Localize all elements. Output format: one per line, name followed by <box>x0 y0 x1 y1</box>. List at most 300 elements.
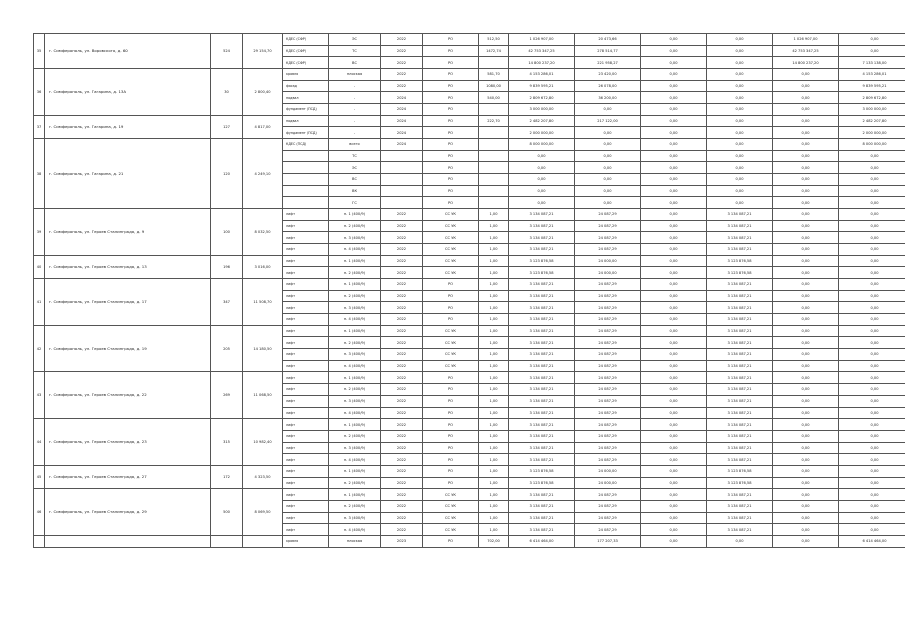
row-number-cell <box>34 535 45 547</box>
fund-a-cell: 0,00 <box>641 454 707 466</box>
fund-c-cell: 0,00 <box>773 384 839 396</box>
volume-cell <box>479 104 509 116</box>
method-cell: РО <box>423 535 479 547</box>
area-cell: 14 180,50 <box>243 325 283 372</box>
element-cell: п. 2 (400/9) <box>329 477 381 489</box>
volume-cell: 1,00 <box>479 337 509 349</box>
fund-a-cell: 0,00 <box>641 69 707 81</box>
work-type-cell: КДЕС (ПСД) <box>283 139 329 151</box>
table-row <box>34 139 905 151</box>
fund-c-cell: 0,00 <box>773 244 839 256</box>
work-type-cell: лифт <box>283 524 329 536</box>
fund-a-cell: 0,00 <box>641 115 707 127</box>
element-cell: п. 1 (400/9) <box>329 419 381 431</box>
year-cell: 2022 <box>381 255 423 267</box>
fund-a-cell: 0,00 <box>641 500 707 512</box>
unit-cost-cell: 24 087,29 <box>575 220 641 232</box>
table-body <box>34 34 905 548</box>
method-cell: СС УК <box>423 360 479 372</box>
fund-d-cell: 0,00 <box>839 477 905 489</box>
cost-cell: 3 134 087,21 <box>509 279 575 291</box>
fund-c-cell: 0,00 <box>773 419 839 431</box>
fund-d-cell: 4 153 286,01 <box>839 69 905 81</box>
method-cell: СС УК <box>423 255 479 267</box>
work-type-cell: лифт <box>283 337 329 349</box>
fund-b-cell: 0,00 <box>707 92 773 104</box>
fund-c-cell: 0,00 <box>773 80 839 92</box>
year-cell: 2022 <box>381 290 423 302</box>
fund-d-cell: 0,00 <box>839 512 905 524</box>
fund-b-cell: 3 134 087,21 <box>707 325 773 337</box>
volume-cell: 702,00 <box>479 535 509 547</box>
method-cell: РО <box>423 57 479 69</box>
cost-cell: 8 000 000,00 <box>509 139 575 151</box>
fund-c-cell: 0,00 <box>773 115 839 127</box>
area-cell: 3 016,00 <box>243 255 283 278</box>
method-cell: СС УК <box>423 220 479 232</box>
fund-a-cell: 0,00 <box>641 314 707 326</box>
work-type-cell: лифт <box>283 232 329 244</box>
cost-cell: 3 123 876,58 <box>509 255 575 267</box>
fund-c-cell: 0,00 <box>773 407 839 419</box>
work-type-cell: лифт <box>283 244 329 256</box>
method-cell: СС УК <box>423 500 479 512</box>
work-type-cell: лифт <box>283 477 329 489</box>
cost-cell: 3 134 087,21 <box>509 232 575 244</box>
fund-d-cell: 2 809 672,80 <box>839 92 905 104</box>
address-cell: г. Симферополь, ул. Гагарина, д. 19 <box>45 115 211 138</box>
cost-cell: 42 753 347,25 <box>509 45 575 57</box>
fund-b-cell: 3 134 087,21 <box>707 512 773 524</box>
method-cell: РО <box>423 80 479 92</box>
fund-a-cell: 0,00 <box>641 337 707 349</box>
year-cell: 2022 <box>381 442 423 454</box>
apartments-cell: 269 <box>211 372 243 419</box>
fund-a-cell: 0,00 <box>641 127 707 139</box>
row-number-cell: 44 <box>34 419 45 466</box>
year-cell: 2022 <box>381 454 423 466</box>
element-cell: п. 2 (400/9) <box>329 290 381 302</box>
unit-cost-cell: 24 087,29 <box>575 290 641 302</box>
area-cell: 11 508,70 <box>243 279 283 326</box>
element-cell: п. 1 (400/9) <box>329 372 381 384</box>
fund-a-cell: 0,00 <box>641 150 707 162</box>
method-cell: РО <box>423 45 479 57</box>
element-cell: плоская <box>329 535 381 547</box>
method-cell: РО <box>423 454 479 466</box>
volume-cell: 1,00 <box>479 325 509 337</box>
work-type-cell: КДЕС (СФР) <box>283 45 329 57</box>
year-cell <box>381 174 423 186</box>
cost-cell: 3 123 876,58 <box>509 477 575 489</box>
fund-d-cell: 8 000 000,00 <box>839 139 905 151</box>
work-type-cell: лифт <box>283 407 329 419</box>
year-cell: 2024 <box>381 139 423 151</box>
work-type-cell: КДЕС (СФР) <box>283 57 329 69</box>
work-type-cell: лифт <box>283 454 329 466</box>
fund-d-cell: 0,00 <box>839 255 905 267</box>
fund-a-cell: 0,00 <box>641 220 707 232</box>
fund-a-cell: 0,00 <box>641 174 707 186</box>
volume-cell <box>479 185 509 197</box>
element-cell: ВК <box>329 185 381 197</box>
fund-d-cell: 0,00 <box>839 349 905 361</box>
fund-b-cell: 3 134 087,21 <box>707 384 773 396</box>
cost-cell: 3 134 087,21 <box>509 395 575 407</box>
cost-cell: 3 134 087,21 <box>509 220 575 232</box>
volume-cell <box>479 150 509 162</box>
element-cell: п. 3 (400/9) <box>329 232 381 244</box>
fund-a-cell: 0,00 <box>641 395 707 407</box>
fund-d-cell: 0,00 <box>839 337 905 349</box>
volume-cell: 1080,00 <box>479 80 509 92</box>
table-row <box>34 255 905 267</box>
fund-c-cell: 0,00 <box>773 349 839 361</box>
apartments-cell: 120 <box>211 139 243 209</box>
fund-d-cell: 0,00 <box>839 279 905 291</box>
cost-cell: 2 482 207,80 <box>509 115 575 127</box>
fund-b-cell: 0,00 <box>707 34 773 46</box>
address-cell: г. Симферополь, ул. Героев Сталинграда, д. 19 <box>45 325 211 372</box>
element-cell: п. 4 (400/9) <box>329 407 381 419</box>
cost-cell: 3 134 087,21 <box>509 372 575 384</box>
address-cell: г. Симферополь, ул. Героев Сталинграда, д. 29 <box>45 489 211 536</box>
table-row <box>34 419 905 431</box>
unit-cost-cell: 24 087,29 <box>575 489 641 501</box>
fund-b-cell: 0,00 <box>707 80 773 92</box>
row-number-cell: 37 <box>34 115 45 138</box>
year-cell <box>381 162 423 174</box>
method-cell: РО <box>423 197 479 209</box>
fund-b-cell: 3 134 087,21 <box>707 360 773 372</box>
fund-c-cell: 0,00 <box>773 185 839 197</box>
table-row <box>34 34 905 46</box>
method-cell: РО <box>423 465 479 477</box>
year-cell <box>381 197 423 209</box>
fund-d-cell: 0,00 <box>839 360 905 372</box>
work-type-cell: лифт <box>283 512 329 524</box>
element-cell: - <box>329 127 381 139</box>
address-cell: г. Симферополь, ул. Героев Сталинграда, д. 9 <box>45 209 211 256</box>
fund-c-cell: 0,00 <box>773 139 839 151</box>
fund-b-cell: 3 123 876,58 <box>707 465 773 477</box>
volume-cell: 1,00 <box>479 465 509 477</box>
volume-cell: 581,70 <box>479 69 509 81</box>
area-cell: 11 068,50 <box>243 372 283 419</box>
volume-cell: 1,00 <box>479 302 509 314</box>
element-cell: п. 2 (400/9) <box>329 500 381 512</box>
year-cell: 2022 <box>381 314 423 326</box>
area-cell: 8 069,50 <box>243 489 283 536</box>
unit-cost-cell: 177 207,33 <box>575 535 641 547</box>
area-cell: 2 800,40 <box>243 69 283 116</box>
element-cell: п. 3 (400/9) <box>329 395 381 407</box>
unit-cost-cell: 24 087,29 <box>575 279 641 291</box>
year-cell <box>381 185 423 197</box>
method-cell: РО <box>423 372 479 384</box>
element-cell: ЭС <box>329 162 381 174</box>
fund-c-cell: 0,00 <box>773 477 839 489</box>
work-type-cell: лифт <box>283 349 329 361</box>
cost-cell: 3 134 087,21 <box>509 302 575 314</box>
apartments-cell: 315 <box>211 419 243 466</box>
row-number-cell: 36 <box>34 69 45 116</box>
fund-d-cell: 0,00 <box>839 45 905 57</box>
method-cell: СС УК <box>423 489 479 501</box>
fund-c-cell: 0,00 <box>773 465 839 477</box>
unit-cost-cell: 24 087,29 <box>575 209 641 221</box>
volume-cell <box>479 127 509 139</box>
method-cell: СС УК <box>423 325 479 337</box>
fund-a-cell: 0,00 <box>641 477 707 489</box>
unit-cost-cell: 278 514,77 <box>575 45 641 57</box>
unit-cost-cell: 26 078,00 <box>575 80 641 92</box>
fund-c-cell: 0,00 <box>773 197 839 209</box>
method-cell: РО <box>423 139 479 151</box>
element-cell: п. 3 (400/9) <box>329 512 381 524</box>
element-cell: п. 1 (400/9) <box>329 209 381 221</box>
volume-cell: 1,00 <box>479 290 509 302</box>
table-row <box>34 465 905 477</box>
work-type-cell <box>283 197 329 209</box>
year-cell: 2022 <box>381 395 423 407</box>
fund-a-cell: 0,00 <box>641 489 707 501</box>
element-cell: плоская <box>329 69 381 81</box>
method-cell: СС УК <box>423 337 479 349</box>
apartments-cell: 347 <box>211 279 243 326</box>
method-cell: РО <box>423 185 479 197</box>
fund-d-cell: 0,00 <box>839 314 905 326</box>
year-cell: 2022 <box>381 524 423 536</box>
row-number-cell: 35 <box>34 34 45 69</box>
volume-cell: 1,00 <box>479 232 509 244</box>
fund-d-cell: 0,00 <box>839 454 905 466</box>
fund-c-cell: 0,00 <box>773 454 839 466</box>
fund-d-cell: 0,00 <box>839 442 905 454</box>
fund-b-cell: 3 134 087,21 <box>707 500 773 512</box>
fund-a-cell: 0,00 <box>641 92 707 104</box>
cost-cell: 3 123 876,58 <box>509 465 575 477</box>
volume-cell: 1472,74 <box>479 45 509 57</box>
year-cell: 2022 <box>381 220 423 232</box>
fund-b-cell: 0,00 <box>707 185 773 197</box>
fund-b-cell: 3 134 087,21 <box>707 314 773 326</box>
apartments-cell: 30 <box>211 69 243 116</box>
address-cell <box>45 535 211 547</box>
work-type-cell: лифт <box>283 290 329 302</box>
element-cell: п. 4 (400/9) <box>329 524 381 536</box>
fund-b-cell: 3 134 087,21 <box>707 442 773 454</box>
fund-b-cell: 3 134 087,21 <box>707 244 773 256</box>
work-type-cell <box>283 162 329 174</box>
unit-cost-cell: 24 087,29 <box>575 384 641 396</box>
fund-c-cell: 0,00 <box>773 395 839 407</box>
work-type-cell <box>283 150 329 162</box>
method-cell: РО <box>423 419 479 431</box>
method-cell: РО <box>423 150 479 162</box>
table-row <box>34 535 905 547</box>
year-cell: 2022 <box>381 267 423 279</box>
method-cell: РО <box>423 384 479 396</box>
work-type-cell: подвал <box>283 115 329 127</box>
cost-cell: 3 134 087,21 <box>509 384 575 396</box>
fund-a-cell: 0,00 <box>641 384 707 396</box>
cost-cell: 3 134 087,21 <box>509 290 575 302</box>
fund-d-cell: 0,00 <box>839 489 905 501</box>
fund-c-cell: 0,00 <box>773 302 839 314</box>
fund-b-cell: 3 134 087,21 <box>707 454 773 466</box>
fund-d-cell: 0,00 <box>839 197 905 209</box>
apartments-cell: 524 <box>211 34 243 69</box>
fund-b-cell: 3 134 087,21 <box>707 220 773 232</box>
fund-d-cell: 0,00 <box>839 524 905 536</box>
fund-a-cell: 0,00 <box>641 267 707 279</box>
fund-c-cell: 14 800 237,20 <box>773 57 839 69</box>
table-row <box>34 279 905 291</box>
row-number-cell: 40 <box>34 255 45 278</box>
fund-b-cell: 3 134 087,21 <box>707 395 773 407</box>
unit-cost-cell: 24 087,29 <box>575 524 641 536</box>
fund-c-cell: 0,00 <box>773 524 839 536</box>
unit-cost-cell: 0,00 <box>575 139 641 151</box>
unit-cost-cell: 0,00 <box>575 197 641 209</box>
fund-c-cell: 0,00 <box>773 279 839 291</box>
unit-cost-cell: 24 000,00 <box>575 477 641 489</box>
element-cell: - <box>329 92 381 104</box>
element-cell: ГС <box>329 197 381 209</box>
fund-a-cell: 0,00 <box>641 197 707 209</box>
unit-cost-cell: 217 122,00 <box>575 115 641 127</box>
unit-cost-cell: 24 087,29 <box>575 244 641 256</box>
fund-a-cell: 0,00 <box>641 465 707 477</box>
fund-b-cell: 3 134 087,21 <box>707 232 773 244</box>
fund-a-cell: 0,00 <box>641 442 707 454</box>
fund-c-cell: 0,00 <box>773 127 839 139</box>
method-cell: РО <box>423 127 479 139</box>
volume-cell: 1,00 <box>479 489 509 501</box>
cost-cell: 3 134 087,21 <box>509 337 575 349</box>
fund-d-cell: 0,00 <box>839 290 905 302</box>
year-cell: 2024 <box>381 115 423 127</box>
unit-cost-cell: 24 087,29 <box>575 500 641 512</box>
method-cell: РО <box>423 430 479 442</box>
fund-d-cell: 0,00 <box>839 174 905 186</box>
method-cell: РО <box>423 477 479 489</box>
fund-d-cell: 0,00 <box>839 302 905 314</box>
element-cell: п. 1 (400/9) <box>329 255 381 267</box>
row-number-cell: 43 <box>34 372 45 419</box>
row-number-cell: 45 <box>34 465 45 488</box>
method-cell: РО <box>423 290 479 302</box>
fund-b-cell: 0,00 <box>707 150 773 162</box>
apartments-cell <box>211 535 243 547</box>
fund-b-cell: 3 123 876,58 <box>707 477 773 489</box>
volume-cell: 222,70 <box>479 115 509 127</box>
cost-cell: 6 414 464,00 <box>509 535 575 547</box>
cost-cell: 2 000 000,00 <box>509 127 575 139</box>
fund-d-cell: 0,00 <box>839 419 905 431</box>
fund-b-cell: 3 134 087,21 <box>707 349 773 361</box>
address-cell: г. Симферополь, ул. Героев Сталинграда, д. 22 <box>45 372 211 419</box>
unit-cost-cell: 24 087,29 <box>575 372 641 384</box>
work-type-cell: лифт <box>283 489 329 501</box>
method-cell: РО <box>423 442 479 454</box>
fund-d-cell: 0,00 <box>839 407 905 419</box>
unit-cost-cell: 221 958,27 <box>575 57 641 69</box>
unit-cost-cell: 20 473,66 <box>575 34 641 46</box>
method-cell: РО <box>423 174 479 186</box>
fund-d-cell: 3 000 000,00 <box>839 104 905 116</box>
year-cell: 2022 <box>381 407 423 419</box>
year-cell: 2022 <box>381 419 423 431</box>
cost-cell: 0,00 <box>509 162 575 174</box>
document-page <box>33 33 905 548</box>
element-cell: п. 4 (400/9) <box>329 454 381 466</box>
fund-d-cell: 0,00 <box>839 325 905 337</box>
work-type-cell: кровля <box>283 535 329 547</box>
cost-cell: 3 134 087,21 <box>509 314 575 326</box>
unit-cost-cell: 36 200,00 <box>575 92 641 104</box>
volume-cell <box>479 139 509 151</box>
cost-cell: 0,00 <box>509 174 575 186</box>
table-row <box>34 69 905 81</box>
apartments-cell: 172 <box>211 465 243 488</box>
year-cell: 2024 <box>381 104 423 116</box>
year-cell: 2022 <box>381 57 423 69</box>
area-cell: 10 982,40 <box>243 419 283 466</box>
volume-cell: 1,00 <box>479 442 509 454</box>
fund-b-cell: 3 134 087,21 <box>707 489 773 501</box>
fund-b-cell: 3 134 087,21 <box>707 290 773 302</box>
method-cell: СС УК <box>423 244 479 256</box>
cost-cell: 3 134 087,21 <box>509 454 575 466</box>
fund-c-cell: 0,00 <box>773 92 839 104</box>
row-number-cell: 46 <box>34 489 45 536</box>
cost-cell: 3 134 087,21 <box>509 500 575 512</box>
volume-cell: 1,00 <box>479 279 509 291</box>
table-row <box>34 115 905 127</box>
year-cell: 2022 <box>381 372 423 384</box>
fund-b-cell: 3 123 876,58 <box>707 267 773 279</box>
work-type-cell: фундамент (ПСД) <box>283 104 329 116</box>
unit-cost-cell: 24 087,29 <box>575 442 641 454</box>
fund-c-cell: 0,00 <box>773 104 839 116</box>
apartments-cell: 205 <box>211 325 243 372</box>
year-cell: 2022 <box>381 512 423 524</box>
method-cell: СС УК <box>423 512 479 524</box>
work-type-cell: лифт <box>283 220 329 232</box>
area-cell <box>243 535 283 547</box>
element-cell: п. 2 (400/9) <box>329 220 381 232</box>
volume-cell: 1,00 <box>479 395 509 407</box>
fund-c-cell: 0,00 <box>773 430 839 442</box>
year-cell: 2022 <box>381 34 423 46</box>
fund-c-cell: 0,00 <box>773 232 839 244</box>
unit-cost-cell: 24 087,29 <box>575 337 641 349</box>
fund-c-cell: 0,00 <box>773 267 839 279</box>
fund-b-cell: 3 134 087,21 <box>707 372 773 384</box>
work-type-cell: лифт <box>283 442 329 454</box>
address-cell: г. Симферополь, ул. Гагарина, д. 13А <box>45 69 211 116</box>
fund-b-cell: 3 134 087,21 <box>707 209 773 221</box>
fund-a-cell: 0,00 <box>641 185 707 197</box>
fund-b-cell: 0,00 <box>707 535 773 547</box>
address-cell: г. Симферополь, ул. Героев Сталинграда, д. 13 <box>45 255 211 278</box>
cost-cell: 1 026 907,00 <box>509 34 575 46</box>
apartments-cell: 127 <box>211 115 243 138</box>
fund-b-cell: 3 134 087,21 <box>707 430 773 442</box>
element-cell: п. 2 (400/9) <box>329 267 381 279</box>
